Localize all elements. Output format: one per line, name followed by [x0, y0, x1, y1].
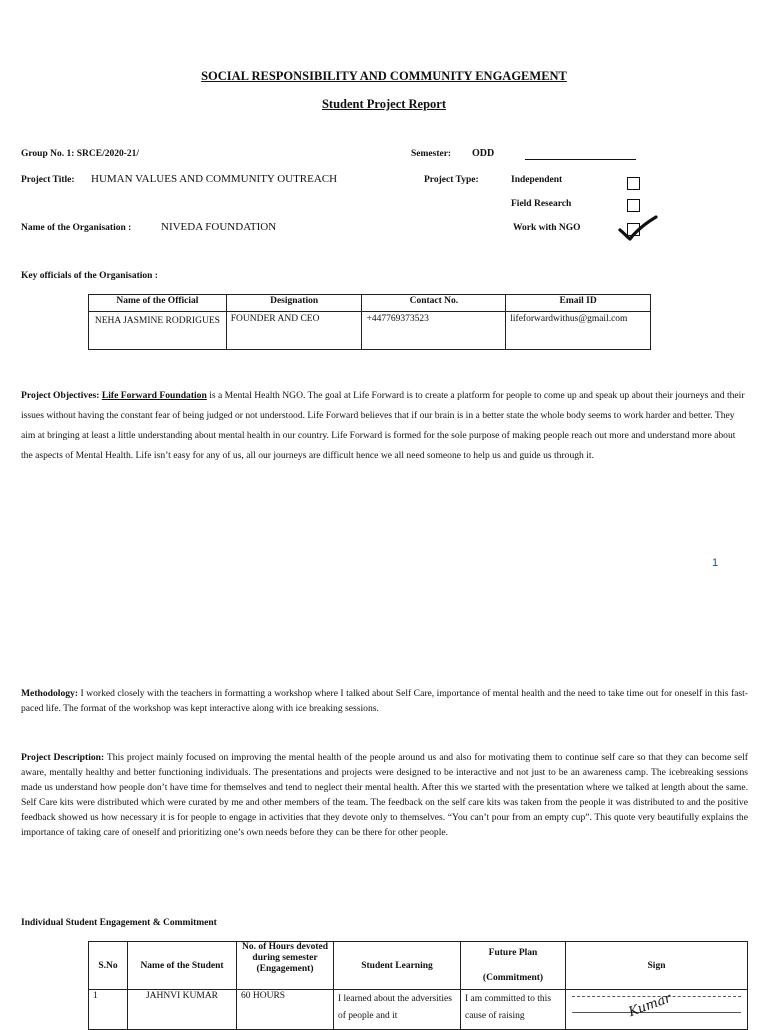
description-text: This project mainly focused on improving the mental health of the people around us and also for motivating them to continue self care so that they can become self aware, mentally healthy and better functioning individuals. The presentations and projects were designed to be interactive and not just to be an awareness camp. The icebreaking sessions made us understand how people don’t have time for themselves and tend to neglect their mental health. After this we started with the presentation where we talked at length about the same. Self Care kits were distributed which were curated by me and other members of the team. The feedback on the self care kits was taken from the people it was distributed to and the positive feedback showed us how necessary it is for people to engage in activities that they devote only to themselves. “You can’t pour from an empty cup”. This quote very beautifully explains the importance of taking care of oneself and prioritizing one’s own needs before they can be there for other people. — [21, 752, 748, 838]
project-type-label: Project Type: — [424, 175, 479, 185]
table-row — [89, 312, 651, 350]
student-future-plan: I am committed to this cause of raising — [461, 990, 566, 1030]
objectives-text: is a Mental Health NGO. The goal at Life Forward is to create a platform for people to come up and speak up about their journeys and their issues without having the constant fear of being judged or not understood. Life Forward believes that if our brain is in a better state the whole body seems to work harder and better. They aim at bringing at least a little understanding about mental health in our country. Life Forward is formed for the sole purpose of making people reach out more and understand more about the aspects of Mental Health. Life isn’t easy for any of us, all our journeys are difficult hence we all need someone to help us and guide us through it. — [21, 390, 745, 461]
methodology-label: Methodology: — [21, 688, 79, 699]
organisation-label: Name of the Organisation : — [21, 223, 132, 233]
project-objectives — [21, 386, 748, 466]
official-designation: FOUNDER AND CEO — [226, 312, 362, 350]
project-description — [21, 750, 748, 840]
student-hours: 60 HOURS — [237, 990, 334, 1030]
officials-header-designation: Designation — [226, 295, 362, 312]
engagement-header-plan — [461, 942, 566, 990]
project-type-option-work-with-ngo: Work with NGO — [513, 223, 581, 233]
objectives-label: Project Objectives: — [21, 390, 100, 401]
officials-header-name: Name of the Official — [89, 295, 227, 312]
methodology-text: I worked closely with the teachers in formatting a workshop where I talked about Self Care, importance of mental health and the need to take time out for oneself in this fast-paced life. The format of the workshop was kept interactive along with ice breaking sessions. — [21, 688, 748, 714]
group-number: Group No. 1: SRCE/2020-21/ — [21, 149, 140, 159]
page-number: 1 — [712, 557, 719, 569]
officials-header-email: Email ID — [506, 295, 651, 312]
engagement-table — [88, 941, 748, 1030]
semester-value: ODD — [472, 148, 495, 159]
official-contact: +447769373523 — [362, 312, 506, 350]
officials-table — [88, 294, 651, 350]
officials-header-contact: Contact No. — [362, 295, 506, 312]
sign-line-lower — [572, 1012, 741, 1013]
project-title-label: Project Title: — [21, 175, 75, 185]
engagement-header-learning: Student Learning — [334, 942, 461, 990]
methodology — [21, 686, 748, 716]
engagement-label: Individual Student Engagement & Commitment — [21, 918, 217, 928]
engagement-header-name: Name of the Student — [128, 942, 237, 990]
semester-label: Semester: — [411, 149, 452, 159]
key-officials-label: Key officials of the Organisation : — [21, 271, 158, 281]
student-signature: Kumar — [626, 990, 674, 1021]
independent-checkbox[interactable] — [627, 177, 640, 190]
project-type-option-field-research: Field Research — [511, 199, 572, 209]
engagement-header-commitment: (Commitment) — [482, 972, 544, 983]
student-sno: 1 — [89, 990, 128, 1030]
engagement-header-sign: Sign — [566, 942, 748, 990]
student-learning: I learned about the adversities of people and it — [334, 990, 461, 1030]
organisation-value: NIVEDA FOUNDATION — [161, 221, 277, 233]
project-title-value: HUMAN VALUES AND COMMUNITY OUTREACH — [91, 173, 338, 185]
engagement-header-sno: S.No — [89, 942, 128, 990]
student-name: JAHNVI KUMAR — [128, 990, 237, 1030]
field-research-checkbox[interactable] — [627, 199, 640, 212]
semester-underline — [525, 159, 636, 160]
org-name-link: Life Forward Foundation — [101, 390, 207, 401]
engagement-header-hours: No. of Hours devoted during semester (Engagement) — [237, 942, 334, 990]
report-subtitle: Student Project Report — [321, 97, 447, 111]
official-name: NEHA JASMINE RODRIGUES — [89, 312, 227, 350]
report-heading: SOCIAL RESPONSIBILITY AND COMMUNITY ENGAGEMENT — [201, 69, 567, 83]
official-email: lifeforwardwithus@gmail.com — [506, 312, 651, 350]
engagement-header-plan-label: Future Plan — [488, 947, 538, 958]
project-type-option-independent: Independent — [511, 175, 563, 185]
handwritten-checkmark-icon — [618, 213, 660, 243]
description-label: Project Description: — [21, 752, 105, 763]
